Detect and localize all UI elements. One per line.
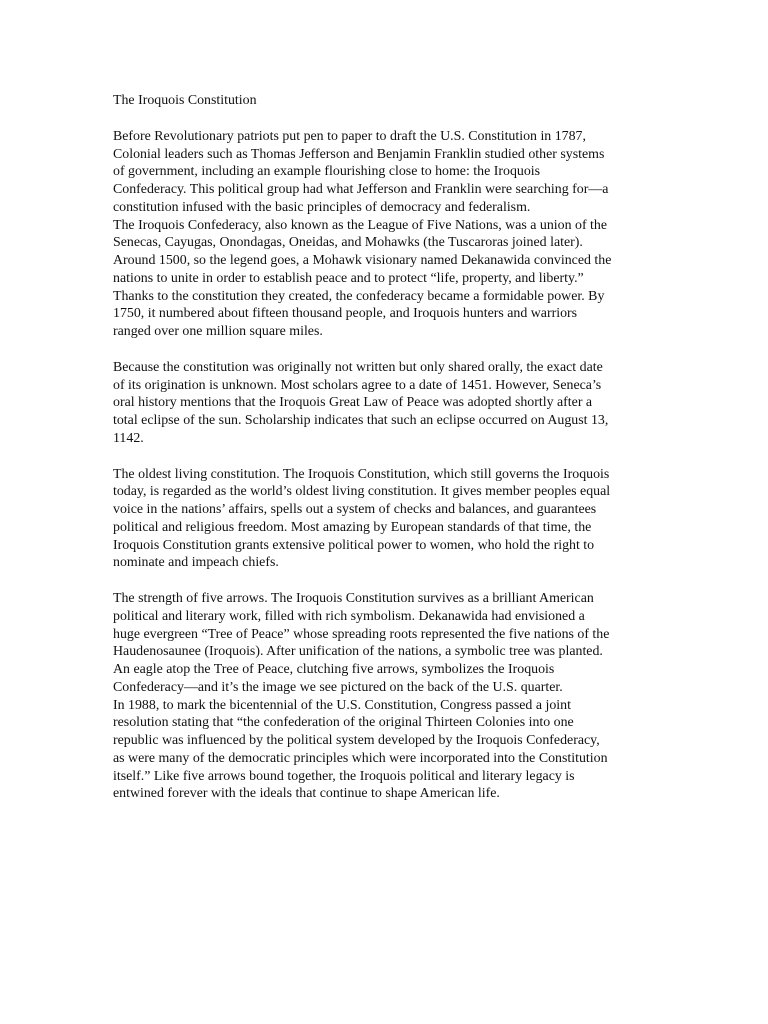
text-line: Before Revolutionary patriots put pen to paper to draft the U.S. Constitution in 1787,	[113, 128, 586, 144]
text-line: Confederacy—and it’s the image we see pictured on the back of the U.S. quarter.	[113, 679, 563, 695]
text-line: of government, including an example flourishing close to home: the Iroquois	[113, 164, 541, 180]
text-line: The oldest living constitution. The Iroquois Constitution, which still governs the Iroquois	[113, 466, 610, 482]
paragraph	[113, 359, 658, 448]
text-line: Haudenosaunee (Iroquois). After unification of the nations, a symbolic tree was planted.	[113, 644, 603, 660]
document-body	[113, 92, 658, 803]
text-line: Confederacy. This political group had what Jefferson and Franklin were searching for—a	[113, 182, 609, 197]
paragraph	[113, 217, 658, 341]
text-line: of its origination is unknown. Most scholars agree to a date of 1451. However, Seneca’s	[113, 377, 602, 393]
text-line: huge evergreen “Tree of Peace” whose spreading roots represented the five nations of the	[113, 626, 610, 642]
paragraph	[113, 590, 658, 697]
text-line: nominate and impeach chiefs.	[113, 555, 279, 571]
text-line: Because the constitution was originally not written but only shared orally, the exact date	[113, 359, 603, 375]
text-line: itself.” Like five arrows bound together, the Iroquois political and literary legacy is	[113, 768, 575, 784]
text-line: constitution infused with the basic principles of democracy and federalism.	[113, 199, 531, 215]
text-line: total eclipse of the sun. Scholarship indicates that such an eclipse occurred on August 13,	[113, 413, 609, 428]
text-line: 1142.	[113, 430, 144, 446]
document-title: The Iroquois Constitution	[113, 93, 257, 108]
text-line: Thanks to the constitution they created, the confederacy became a formidable power. By	[113, 288, 605, 304]
paragraph-list	[113, 128, 658, 803]
text-line: resolution stating that “the confederation of the original Thirteen Colonies into one	[113, 715, 574, 731]
text-line: nations to unite in order to establish peace and to protect “life, property, and liberty.”	[113, 270, 584, 286]
text-line: political and religious freedom. Most amazing by European standards of that time, the	[113, 519, 592, 535]
text-line: Senecas, Cayugas, Onondagas, Oneidas, and Mohawks (the Tuscaroras joined later).	[113, 235, 583, 251]
text-line: Iroquois Constitution grants extensive political power to women, who hold the right to	[113, 537, 595, 553]
text-line: political and literary work, filled with rich symbolism. Dekanawida had envisioned a	[113, 608, 585, 624]
text-line: The strength of five arrows. The Iroquois Constitution survives as a brilliant American	[113, 591, 594, 606]
paragraph	[113, 466, 658, 573]
text-line: ranged over one million square miles.	[113, 324, 323, 339]
text-line: as were many of the democratic principles which were incorporated into the Constitution	[113, 750, 608, 766]
text-line: entwined forever with the ideals that continue to shape American life.	[113, 786, 500, 802]
text-line: The Iroquois Confederacy, also known as the League of Five Nations, was a union of the	[113, 217, 608, 233]
paragraph	[113, 697, 658, 804]
text-line: today, is regarded as the world’s oldest living constitution. It gives member peoples equal	[113, 484, 611, 500]
text-line: An eagle atop the Tree of Peace, clutching five arrows, symbolizes the Iroquois	[113, 662, 555, 677]
paragraph	[113, 128, 658, 217]
text-line: Colonial leaders such as Thomas Jefferson and Benjamin Franklin studied other systems	[113, 146, 605, 162]
text-line: republic was influenced by the political system developed by the Iroquois Confederacy,	[113, 733, 600, 748]
text-line: voice in the nations’ affairs, spells out a system of checks and balances, and guarantees	[113, 502, 597, 517]
text-line: In 1988, to mark the bicentennial of the U.S. Constitution, Congress passed a joint	[113, 697, 571, 713]
text-line: oral history mentions that the Iroquois Great Law of Peace was adopted shortly after a	[113, 395, 593, 411]
text-line: Around 1500, so the legend goes, a Mohawk visionary named Dekanawida convinced the	[113, 253, 612, 268]
text-line: 1750, it numbered about fifteen thousand people, and Iroquois hunters and warriors	[113, 306, 578, 322]
